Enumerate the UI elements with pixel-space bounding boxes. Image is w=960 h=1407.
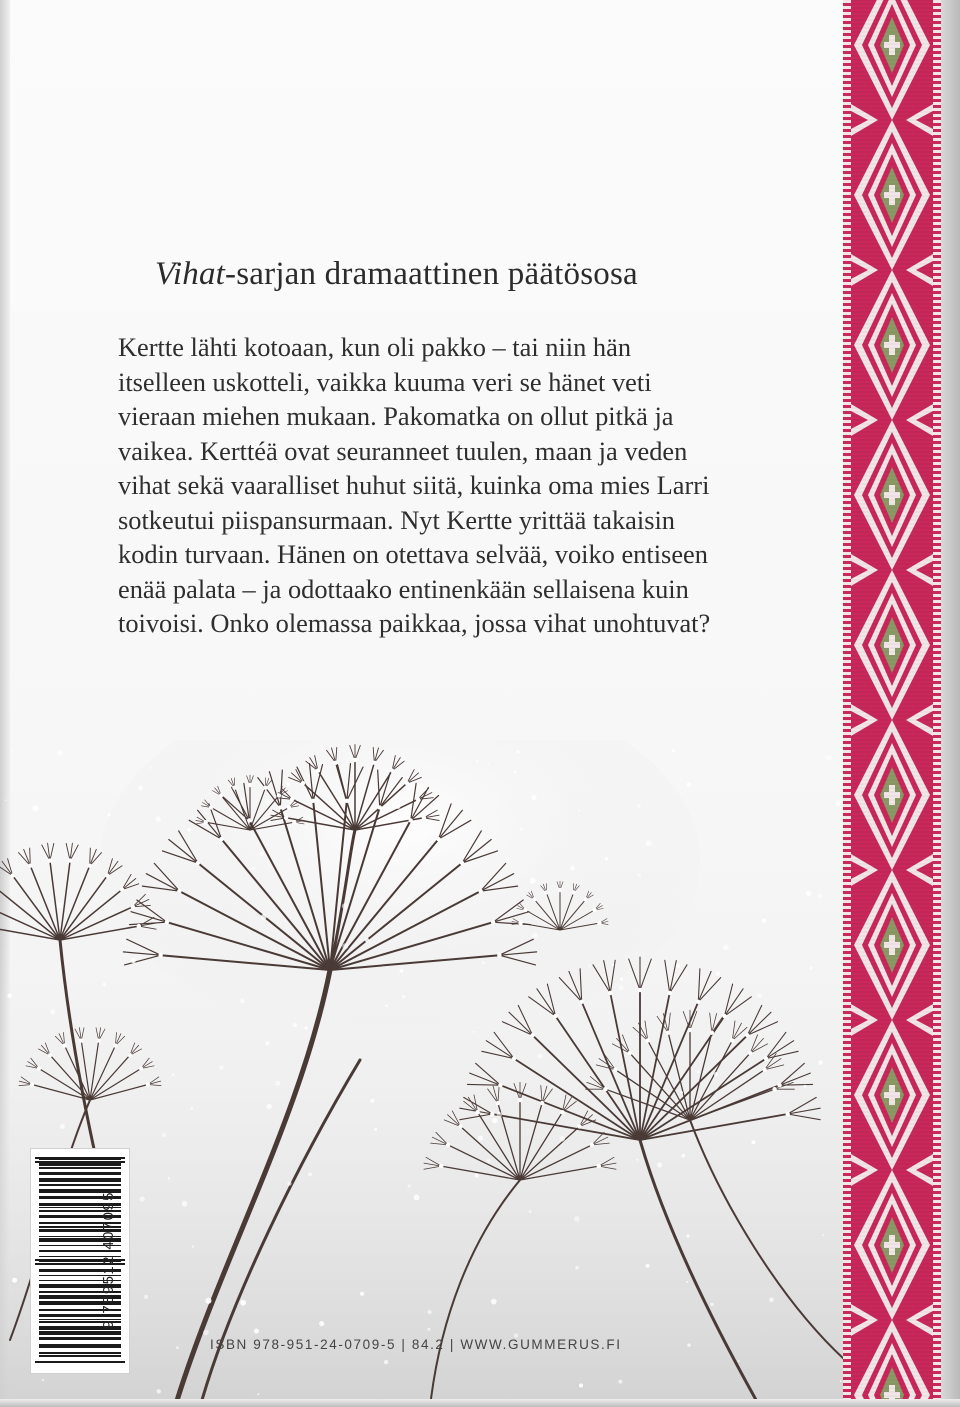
woven-ribbon-border: [843, 0, 941, 1407]
series-name: Vihat: [155, 256, 226, 292]
barcode-digits-text: 9 789512 407095: [100, 1191, 117, 1329]
description-line: sotkeutui piispansurmaan. Nyt Kertte yrittää takaisin: [118, 504, 675, 535]
description-line: vaikea. Kerttéä ovat seuranneet tuulen, maan ja veden: [118, 435, 688, 466]
isbn-footer: ISBN 978-951-24-0709-5 | 84.2 | WWW.GUMMERUS.FI: [210, 1337, 622, 1352]
cover-bottom-edge: [0, 1399, 960, 1407]
ribbon-edge-left: [843, 0, 851, 1407]
description-line: vihat sekä vaaralliset huhut siitä, kuinka oma mies Larri: [118, 470, 710, 500]
description-line: toivoisi. Onko olemassa paikkaa, jossa vihat unohtuvat?: [118, 608, 711, 638]
barcode-number: [100, 1148, 124, 1372]
ribbon-edge-right: [933, 0, 941, 1407]
description-line: Kertte lähti kotoaan, kun oli pakko – tai niin hän: [118, 332, 632, 362]
description-line: enää palata – ja odottaako entinenkään sellaisena kuin: [118, 573, 689, 604]
book-description: [118, 330, 808, 641]
series-title-rest: -sarjan dramaattinen päätösosa: [225, 256, 638, 292]
cover-right-edge: [941, 0, 960, 1407]
description-line: itselleen uskotteli, vaikka kuuma veri se hänet veti: [118, 366, 652, 397]
series-title: [155, 256, 815, 293]
ribbon-diamond-pattern: [851, 0, 933, 1407]
description-line: vieraan miehen mukaan. Pakomatka on ollut pitkä ja: [118, 401, 674, 431]
description-line: kodin turvaan. Hänen on otettava selvää, voiko entiseen: [118, 539, 708, 569]
